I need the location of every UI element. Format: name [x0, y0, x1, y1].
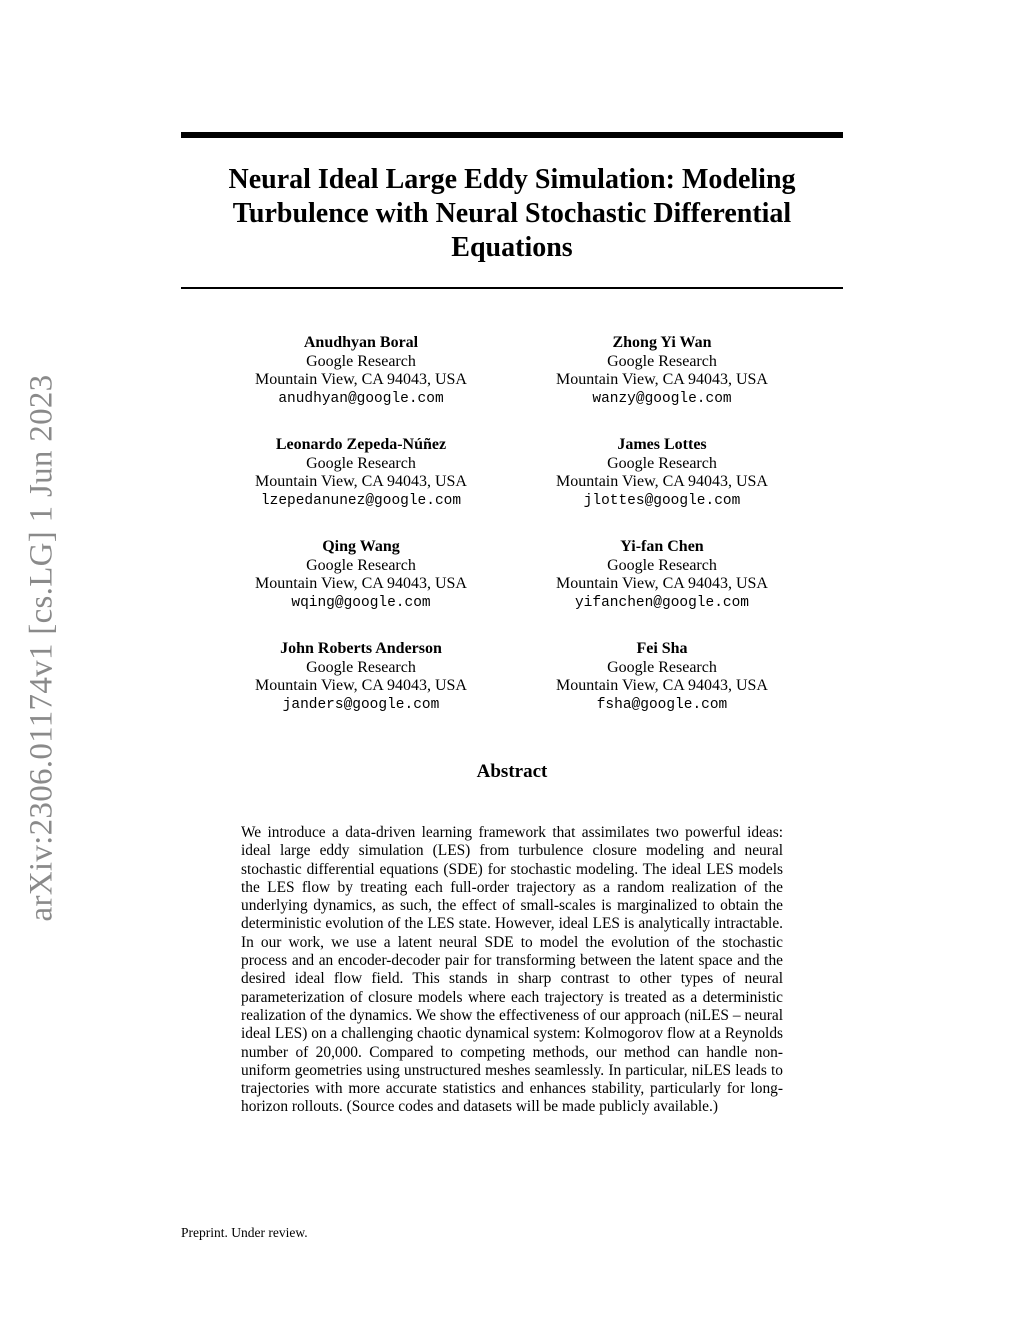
author-email[interactable]: wqing@google.com	[291, 594, 431, 611]
author-block	[502, 640, 822, 714]
preprint-footnote: Preprint. Under review.	[181, 1225, 308, 1240]
author-email[interactable]: jlottes@google.com	[583, 492, 741, 509]
author-address: Mountain View, CA 94043, USA	[255, 677, 467, 694]
author-block	[201, 640, 521, 714]
author-address: Mountain View, CA 94043, USA	[556, 371, 768, 388]
author-address: Mountain View, CA 94043, USA	[556, 473, 768, 490]
title-bottom-rule	[181, 287, 843, 289]
author-address: Mountain View, CA 94043, USA	[556, 575, 768, 592]
author-name: Zhong Yi Wan	[612, 334, 712, 351]
abstract-heading: Abstract	[476, 761, 548, 782]
author-name: Fei Sha	[636, 640, 688, 657]
author-email[interactable]: yifanchen@google.com	[574, 594, 750, 611]
author-email[interactable]: anudhyan@google.com	[278, 390, 444, 407]
author-affiliation: Google Research	[607, 352, 717, 370]
author-name: John Roberts Anderson	[280, 640, 442, 657]
author-name: Leonardo Zepeda-Núñez	[275, 436, 447, 453]
author-name: Anudhyan Boral	[303, 334, 419, 351]
paper-title: Neural Ideal Large Eddy Simulation: Modeling Turbulence with Neural Stochastic Differential Equations	[228, 164, 796, 263]
author-affiliation: Google Research	[306, 454, 416, 472]
author-email[interactable]: lzepedanunez@google.com	[260, 492, 462, 509]
author-block	[201, 436, 521, 510]
abstract-body: We introduce a data-driven learning framework that assimilates two powerful ideas: ideal large eddy simulation (LES) from turbulence closure modeling and neural stochastic differential equations (SDE) for stochastic modeling. The ideal LES models the LES flow by treating each full-order trajectory as a random realization of the underlying dynamics, as such, the effect of small-scales is marginalized to obtain the deterministic evolution of the LES state. However, ideal LES is analytically intractable. In our work, we use a latent neural SDE to model the evolution of the stochastic process and an encoder-decoder pair for transforming between the latent space and the desired ideal flow field. This stands in sharp contrast to other types of neural parameterization of closure models where each trajectory is treated as a deterministic realization of the dynamics. We show the effectiveness of our approach (niLES – neural ideal LES) on a challenging chaotic dynamical system: Kolmogorov flow at a Reynolds number of 20,000. Compared to competing methods, our method can handle non-uniform geometries using unstructured meshes seamlessly. In particular, niLES leads to trajectories with more accurate statistics and enhances stability, particularly for long-horizon rollouts. (Source codes and datasets will be made publicly available.)	[241, 824, 783, 1116]
author-block	[201, 538, 521, 612]
author-block	[502, 334, 822, 408]
author-affiliation: Google Research	[306, 658, 416, 676]
author-email[interactable]: wanzy@google.com	[592, 390, 732, 407]
author-name: Yi-fan Chen	[620, 538, 704, 555]
title-top-rule	[181, 132, 843, 138]
author-block	[502, 436, 822, 510]
author-address: Mountain View, CA 94043, USA	[556, 677, 768, 694]
author-email[interactable]: janders@google.com	[282, 696, 440, 713]
author-affiliation: Google Research	[306, 556, 416, 574]
author-affiliation: Google Research	[306, 352, 416, 370]
author-name: James Lottes	[617, 436, 707, 453]
author-affiliation: Google Research	[607, 556, 717, 574]
arxiv-identifier-stamp: arXiv:2306.01174v1 [cs.LG] 1 Jun 2023	[23, 374, 60, 922]
author-address: Mountain View, CA 94043, USA	[255, 371, 467, 388]
author-block	[201, 334, 521, 408]
author-name: Qing Wang	[322, 538, 400, 555]
author-email[interactable]: fsha@google.com	[596, 696, 728, 713]
author-block	[502, 538, 822, 612]
author-affiliation: Google Research	[607, 454, 717, 472]
author-address: Mountain View, CA 94043, USA	[255, 473, 467, 490]
author-affiliation: Google Research	[607, 658, 717, 676]
author-address: Mountain View, CA 94043, USA	[255, 575, 467, 592]
